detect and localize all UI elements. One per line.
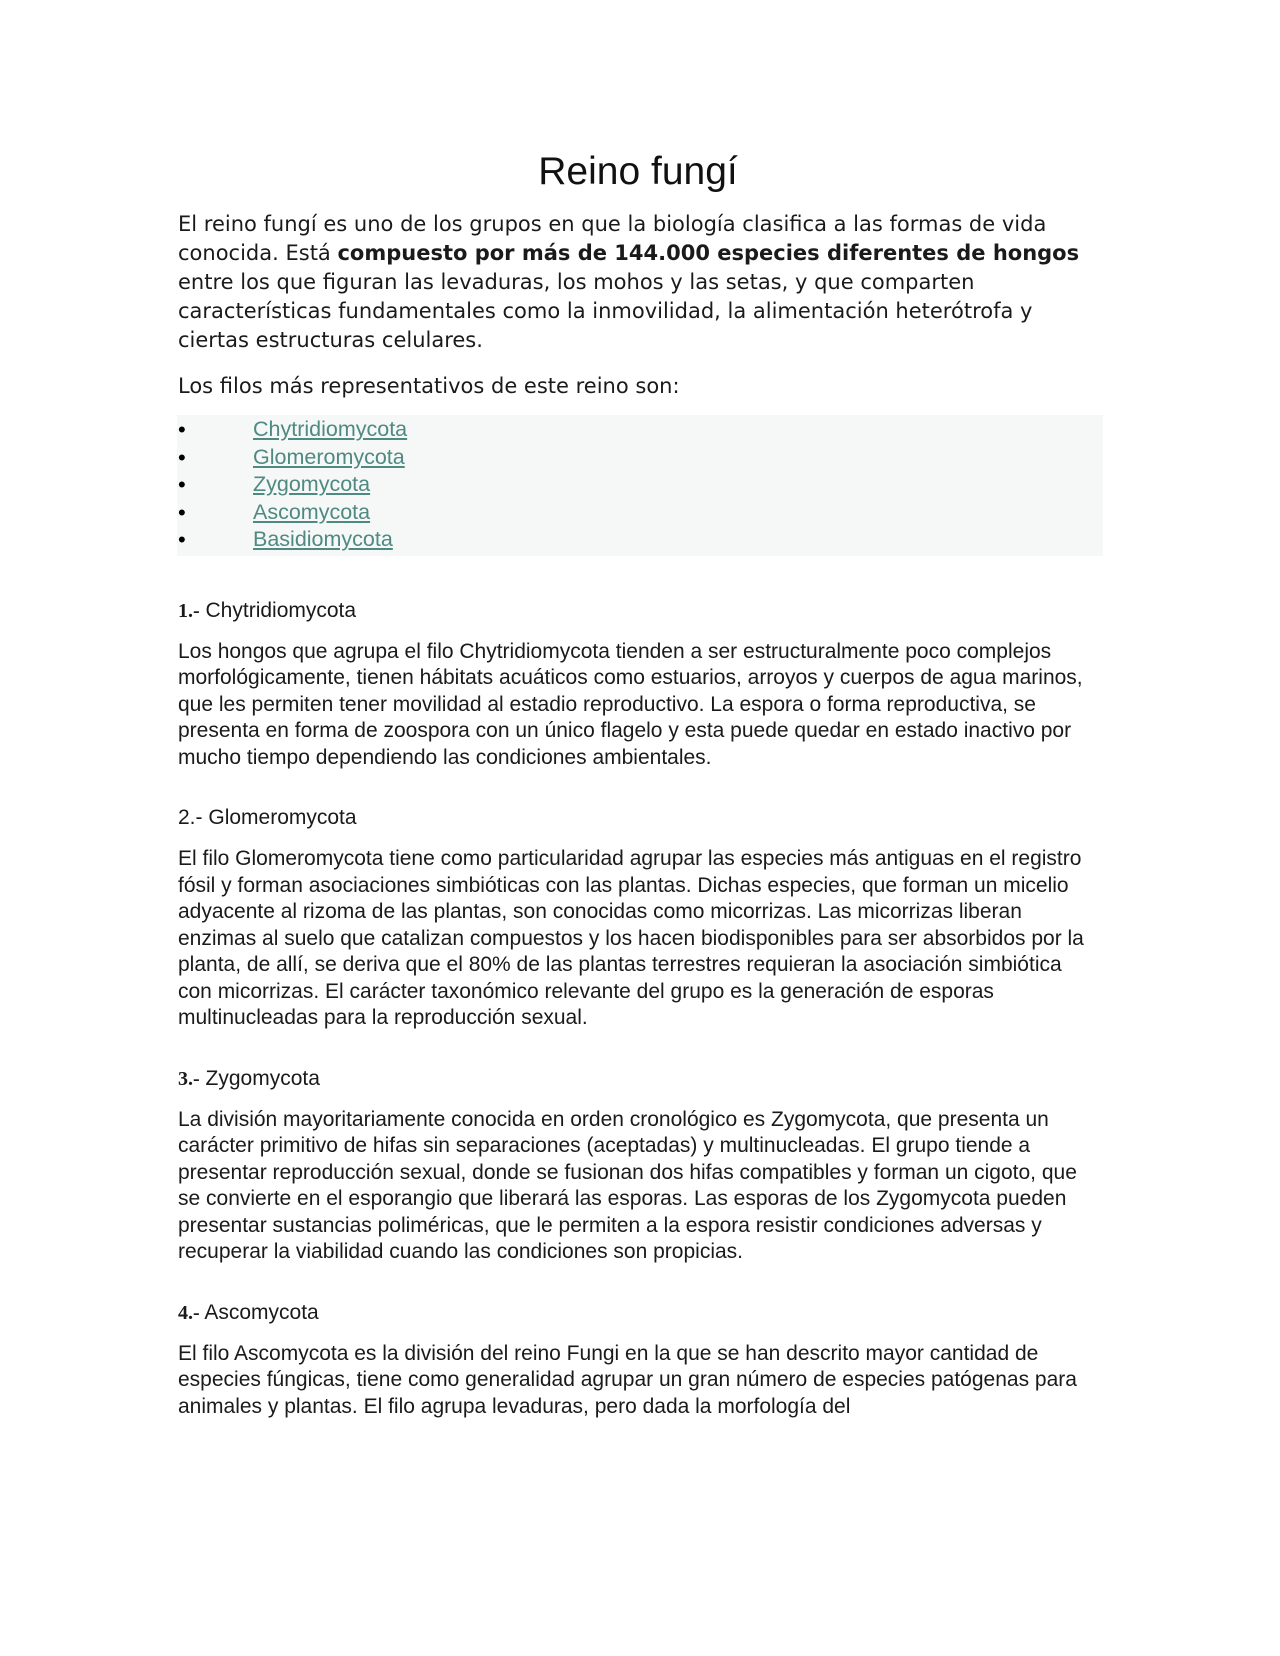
bullet-icon: • — [178, 472, 186, 497]
intro-bold-text: compuesto por más de 144.000 especies diferentes de hongos — [337, 241, 1080, 265]
link-chytridiomycota[interactable]: Chytridiomycota — [253, 417, 408, 441]
section-name: Zygomycota — [205, 1066, 320, 1090]
section-number: 1.- — [178, 599, 200, 622]
list-item — [177, 471, 1103, 499]
section-paragraph-glomeromycota: El filo Glomeromycota tiene como particularidad agrupar las especies más antiguas en el registro fósil y forman asociaciones simbióticas con las plantas. Dichas especies, que forman un micelio adyacente al rizoma de las plantas, son conocidas como micorrizas. Las micorrizas liberan enzimas al suelo que catalizan compuestos y los hacen biodisponibles para ser absorbidos por la planta, de allí, se deriva que el 80% de las plantas terrestres requieran la asociación simbiótica con micorrizas. El carácter taxonómico relevante del grupo es la generación de esporas multinucleadas para la reproducción sexual. — [178, 847, 1084, 1029]
intro-text-start: El reino fungí es uno de los grupos en que la biología clasifica a las formas de vida conocida. Está — [178, 212, 1047, 265]
list-item — [177, 416, 1103, 444]
section-name: Glomeromycota — [208, 806, 357, 829]
bullet-icon: • — [178, 444, 186, 470]
section-number: 4.- — [178, 1301, 200, 1324]
link-ascomycota[interactable]: Ascomycota — [253, 499, 371, 524]
filos-lead-paragraph: Los filos más representativos de este reino son: — [178, 374, 680, 398]
bullet-icon: • — [178, 417, 186, 442]
link-glomeromycota[interactable]: Glomeromycota — [253, 444, 405, 469]
list-item — [177, 526, 1103, 554]
bullet-icon: • — [178, 499, 186, 525]
section-number: 2.- — [178, 806, 203, 829]
section-name: Chytridiomycota — [205, 598, 357, 622]
bullet-icon: • — [178, 527, 186, 552]
section-heading-glomeromycota — [178, 804, 1098, 832]
list-item — [177, 444, 1103, 472]
section-name: Ascomycota — [204, 1300, 319, 1324]
intro-text-end: entre los que figuran las levaduras, los mohos y las setas, y que comparten características fundamentales como la inmovilidad, la alimentación heterótrofa y ciertas estructuras celulares. — [178, 270, 1033, 352]
section-heading-zygomycota — [178, 1065, 1098, 1093]
section-paragraph-chytridiomycota: Los hongos que agrupa el filo Chytridiomycota tienden a ser estructuralmente poco complejos morfológicamente, tienen hábitats acuáticos como estuarios, arroyos y cuerpos de agua marinos, que les permiten tener movilidad al estadio reproductivo. La espora o forma reproductiva, se presenta en forma de zoospora con un único flagelo y esta puede quedar en estado inactivo por mucho tiempo dependiendo las condiciones ambientales. — [178, 639, 1083, 769]
document-content — [178, 148, 1098, 1420]
link-zygomycota[interactable]: Zygomycota — [253, 472, 371, 496]
section-paragraph-zygomycota: La división mayoritariamente conocida en orden cronológico es Zygomycota, que presenta un carácter primitivo de hifas sin separaciones (aceptadas) y multinucleadas. El grupo tiende a presentar reproducción sexual, donde se fusionan dos hifas compatibles y forman un cigoto, que se convierte en el esporangio que liberará las esporas. Las esporas de los Zygomycota pueden presentar sustancias poliméricas, que le permiten a la espora resistir condiciones adversas y recuperar la viabilidad cuando las condiciones son propicias. — [178, 1107, 1077, 1263]
section-heading-ascomycota — [178, 1299, 1098, 1327]
list-item — [177, 499, 1103, 527]
intro-paragraph — [178, 210, 1098, 355]
page-title: Reino fungí — [538, 150, 738, 193]
section-paragraph-ascomycota: El filo Ascomycota es la división del reino Fungi en la que se han descrito mayor cantidad de especies fúngicas, tiene como generalidad agrupar un gran número de especies patógenas para animales y plantas. El filo agrupa levaduras, pero dada la morfología del — [178, 1341, 1077, 1418]
section-number: 3.- — [178, 1067, 200, 1090]
link-basidiomycota[interactable]: Basidiomycota — [253, 527, 393, 551]
section-heading-chytridiomycota — [178, 597, 1098, 625]
filos-list — [177, 415, 1103, 556]
